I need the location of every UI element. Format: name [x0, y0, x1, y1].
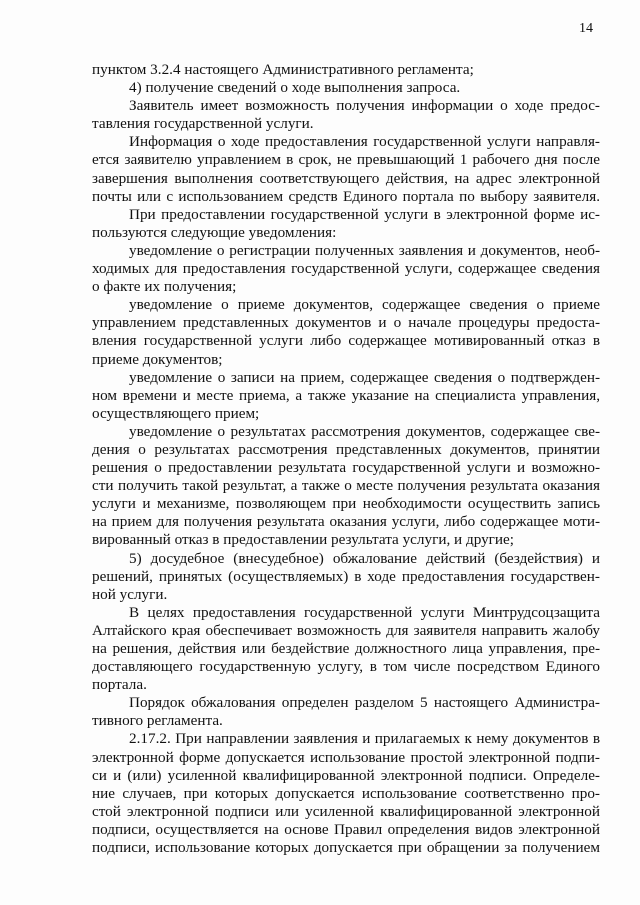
text-line: подписи, осуществляется на основе Правил определения видов электронной — [92, 820, 600, 838]
page-number: 14 — [579, 21, 593, 36]
text-line: уведомление о регистрации полученных заявления и документов, необ- — [129, 241, 600, 259]
text-line: ной услуги. — [92, 585, 168, 603]
text-line: тавления государственной услуги. — [92, 115, 314, 133]
text-line: подписи, использование которых допускается при обращении за получением — [92, 839, 600, 857]
text-line: При предоставлении государственной услуги в электронной форме ис- — [129, 205, 600, 223]
text-line: решений, принятых (осуществляемых) в ходе предоставления государствен- — [92, 567, 600, 585]
text-line: завершения выполнения соответствующего действия, на адрес электронной — [92, 169, 600, 187]
text-line: портала. — [92, 676, 147, 694]
text-line: вления государственной услуги либо содержащее мотивированный отказ в — [92, 332, 600, 350]
text-line: на прием для получения результата оказания услуги, либо содержащее моти- — [92, 513, 600, 531]
text-line: В целях предоставления государственной услуги Минтрудсоцзащита — [129, 603, 600, 621]
text-line: почты или с использованием средств Единого портала по выбору заявителя. — [92, 187, 600, 205]
text-line: Информация о ходе предоставления государственной услуги направля- — [129, 133, 600, 151]
text-line: электронной форме допускается использование простой электронной подпи- — [92, 748, 600, 766]
text-line: 2.17.2. При направлении заявления и прилагаемых к нему документов в — [129, 730, 600, 748]
text-line: уведомление о приеме документов, содержащее сведения о приеме — [129, 296, 600, 314]
text-line: сти получить такой результат, а также о месте получения результата оказания — [92, 477, 600, 495]
text-line: си и (или) усиленной квалифицированной электронной подписи. Определе- — [92, 766, 600, 784]
text-line: уведомление о записи на прием, содержащее сведения о подтвержден- — [129, 368, 600, 386]
text-line: ние случаев, при которых допускается использование соответственно про- — [92, 784, 600, 802]
text-line: пунктом 3.2.4 настоящего Административного регламента; — [92, 61, 474, 78]
text-line: 4) получение сведений о ходе выполнения запроса. — [129, 79, 461, 97]
text-line: 5) досудебное (внесудебное) обжалование действий (бездействия) и — [129, 549, 600, 567]
text-line: на решения, действия или бездействие должностного лица управления, пре- — [92, 640, 600, 657]
text-line: ном времени и месте приема, а также указание на специалиста управления, — [92, 386, 600, 404]
text-line: пользуются следующие уведомления: — [92, 223, 337, 241]
text-line: услуги и механизме, позволяющем при необходимости осуществить запись — [92, 495, 600, 513]
text-line: приеме документов; — [92, 350, 223, 368]
text-line: Алтайского края обеспечивает возможность для заявителя направить жалобу — [92, 621, 600, 639]
text-line: ходимых для предоставления государственной услуги, содержащее сведения — [92, 260, 600, 278]
text-line: решения о предоставлении результата государственной услуги и возможно- — [92, 459, 600, 477]
text-line: осуществляющего прием; — [92, 404, 260, 422]
text-line: уведомление о результатах рассмотрения документов, содержащее све- — [129, 422, 600, 440]
text-line: Заявитель имеет возможность получения информации о ходе предос- — [129, 97, 600, 115]
text-line: тивного регламента. — [92, 712, 223, 730]
text-line: стой электронной подписи или усиленной квалифицированной электронной — [92, 802, 600, 820]
text-line: о факте их получения; — [92, 278, 237, 296]
document-body — [92, 61, 600, 857]
text-line: управлением представленных документов и о начале процедуры предоста- — [92, 314, 600, 332]
text-line: доставляющего государственную услугу, в том числе посредством Единого — [92, 658, 600, 676]
text-line: Порядок обжалования определен разделом 5 настоящего Администра- — [129, 694, 600, 712]
text-line: дения о результатах рассмотрения представленных документов, принятии — [92, 440, 600, 458]
text-line: ется заявителю управлением в срок, не превышающий 1 рабочего дня после — [92, 151, 600, 169]
text-line: вированный отказ в предоставлении результата услуги, и другие; — [92, 531, 515, 549]
